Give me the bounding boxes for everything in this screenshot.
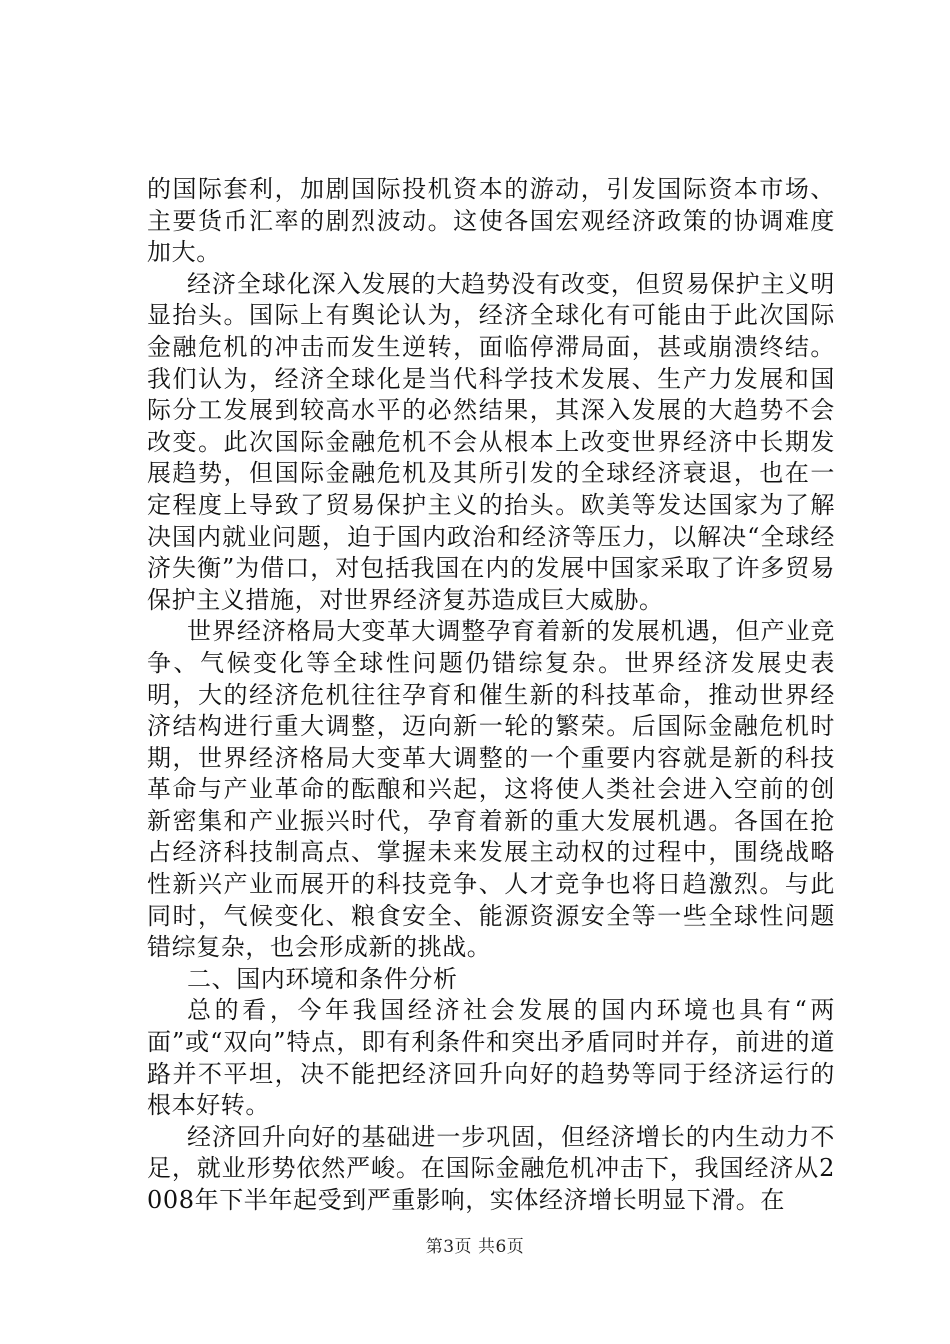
paragraph-4: 总的看，今年我国经济社会发展的国内环境也具有“两面”或“双向”特点，即有利条件和突出矛盾同时并存，前进的道路并不平坦，决不能把经济回升向好的趋势等同于经济运行的根本好转。	[147, 996, 835, 1120]
section-heading: 二、国内环境和条件分析	[187, 964, 458, 993]
paragraph-2: 经济全球化深入发展的大趋势没有改变，但贸易保护主义明显抬头。国际上有舆论认为，经济全球化有可能由于此次国际金融危机的冲击而发生逆转，面临停滞局面，甚或崩溃终结。我们认为，经济全球化是当代科学技术发展、生产力发展和国际分工发展到较高水平的必然结果，其深入发展的大趋势不会改变。此次国际金融危机不会从根本上改变世界经济中长期发展趋势，但国际金融危机及其所引发的全球经济衰退，也在一定程度上导致了贸易保护主义的抬头。欧美等发达国家为了解决国内就业问题，迫于国内政治和经济等压力，以解决“全球经济失衡”为借口，对包括我国在内的发展中国家采取了许多贸易保护主义措施，对世界经济复苏造成巨大威胁。	[147, 269, 835, 614]
page-number-footer: 第3页 共6页	[425, 1237, 525, 1257]
paragraph-5: 经济回升向好的基础进一步巩固，但经济增长的内生动力不足，就业形势依然严峻。在国际金融危机冲击下，我国经济从2008年下半年起受到严重影响，实体经济增长明显下滑。在	[147, 1122, 835, 1214]
paragraph-1: 的国际套利，加剧国际投机资本的游动，引发国际资本市场、主要货币汇率的剧烈波动。这使各国宏观经济政策的协调难度加大。	[147, 175, 835, 267]
paragraph-3: 世界经济格局大变革大调整孕育着新的发展机遇，但产业竞争、气候变化等全球性问题仍错综复杂。世界经济发展史表明，大的经济危机往往孕育和催生新的科技革命，推动世界经济结构进行重大调整，迈向新一轮的繁荣。后国际金融危机时期，世界经济格局大变革大调整的一个重要内容就是新的科技革命与产业革命的酝酿和兴起，这将使人类社会进入空前的创新密集和产业振兴时代，孕育着新的重大发展机遇。各国在抢占经济科技制高点、掌握未来发展主动权的过程中，围绕战略性新兴产业而展开的科技竞争、人才竞争也将日趋激烈。与此同时，气候变化、粮食安全、能源资源安全等一些全球性问题错综复杂，也会形成新的挑战。	[147, 617, 835, 962]
document-body	[147, 174, 835, 1217]
